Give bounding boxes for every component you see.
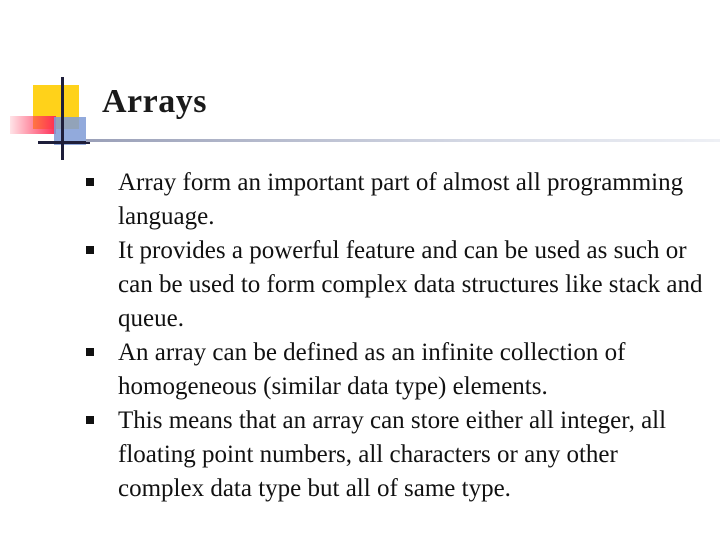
bullet-list <box>86 166 706 506</box>
logo-horizontal-line <box>38 141 90 144</box>
bullet-item <box>86 336 706 404</box>
bullet-text: An array can be defined as an infinite collection of homogeneous (similar data type) elements. <box>118 339 626 400</box>
bullet-square-icon <box>86 246 94 254</box>
bullet-square-icon <box>86 416 94 424</box>
logo-vertical-line <box>61 77 64 160</box>
bullet-text: It provides a powerful feature and can be used as such or can be used to form complex data structures like stack and queue. <box>118 237 703 332</box>
bullet-item <box>86 234 706 336</box>
slide-title: Arrays <box>102 83 207 120</box>
bullet-item <box>86 166 706 234</box>
bullet-item <box>86 404 706 506</box>
bullet-text: This means that an array can store either all integer, all floating point numbers, all characters or any other complex data type but all of same type. <box>118 407 667 502</box>
decorative-logo <box>0 0 110 170</box>
bullet-square-icon <box>86 348 94 356</box>
bullet-text: Array form an important part of almost all programming language. <box>118 169 684 230</box>
title-underline <box>86 139 720 142</box>
bullet-square-icon <box>86 178 94 186</box>
logo-red-bar <box>10 116 56 134</box>
